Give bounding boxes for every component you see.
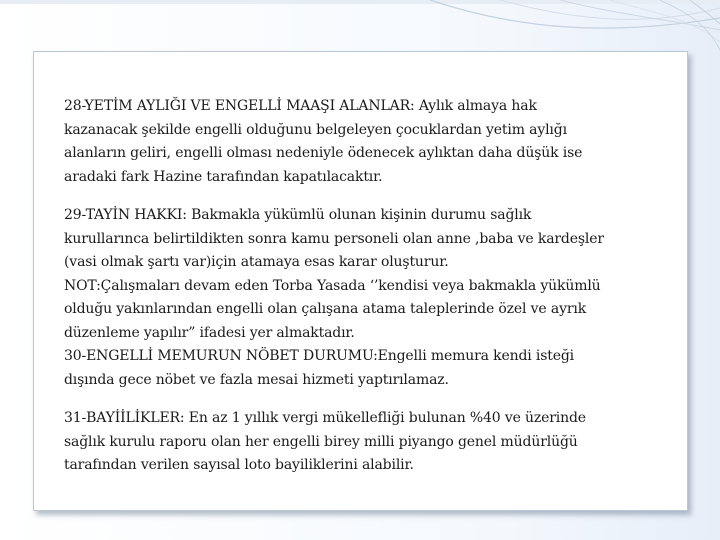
paragraph-tayin-line-3: (vasi olmak şartı var)için atamaya esas karar oluşturur.: [64, 254, 449, 270]
paragraph-yetim-line-1: 28-YETİM AYLIĞI VE ENGELLİ MAAŞI ALANLAR: Aylık almaya hak: [64, 98, 537, 114]
paragraph-tayin-line-4: NOT:Çalışmaları devam eden Torba Yasada ‘’kendisi veya bakmakla yükümlü: [64, 277, 601, 294]
paragraph-yetim-line-3: alanların geliri, engelli olması nedeniyle ödenecek aylıktan daha düşük ise: [64, 145, 583, 161]
paragraph-nobet-line-1: 30-ENGELLİ MEMURUN NÖBET DURUMU:Engelli memura kendi isteği: [64, 348, 575, 364]
paragraph-bayilik-line-1: 31-BAYİİLİKLER: En az 1 yıllık vergi mükellefliği bulunan %40 ve üzerinde: [64, 410, 586, 426]
paragraph-nobet-line-2: dışında gece nöbet ve fazla mesai hizmeti yaptırılamaz.: [64, 371, 449, 388]
paragraph-yetim-line-4: aradaki fark Hazine tarafından kapatılacaktır.: [64, 168, 383, 185]
paragraph-bayilik-line-2: sağlık kurulu raporu olan her engelli birey milli piyango genel müdürlüğü: [64, 433, 578, 450]
body-text: [64, 95, 674, 478]
paragraph-yetim-line-2: kazanacak şekilde engelli olduğunu belgeleyen çocuklardan yetim aylığı: [64, 121, 567, 138]
paragraph-tayin-line-5: olduğu yakınlarından engelli olan çalışana atama taleplerinde özel ve ayrık: [64, 301, 587, 317]
paragraph-tayin-line-1: 29-TAYİN HAKKI: Bakmakla yükümlü olunan kişinin durumu sağlık: [64, 207, 532, 223]
paragraph-tayin-line-6: düzenleme yapılır” ifadesi yer almaktadır.: [64, 324, 355, 341]
paragraph-tayin-line-2: kurullarınca belirtildikten sonra kamu personeli olan anne ,baba ve kardeşler: [64, 230, 604, 247]
paragraph-bayilik-line-3: tarafından verilen sayısal loto bayiliklerini alabilir.: [64, 457, 414, 473]
